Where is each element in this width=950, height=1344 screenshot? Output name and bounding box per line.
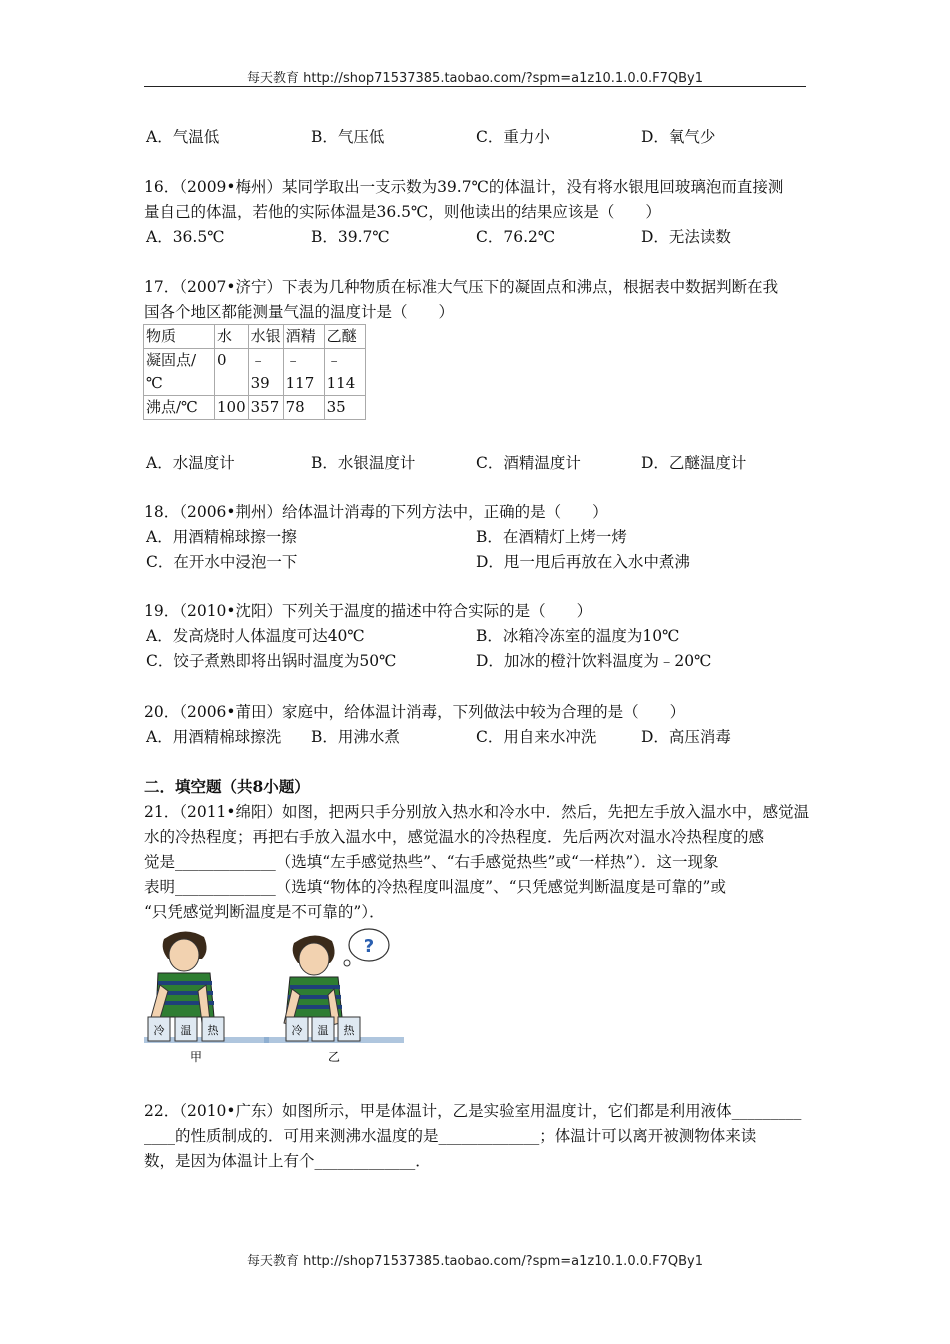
table-row — [144, 349, 366, 396]
q17-option-b: B．水银温度计 — [311, 454, 416, 472]
table-cell: ﹣117 — [283, 349, 324, 396]
table-cell: 水 — [215, 325, 249, 349]
q17-line1: 17．（2007•济宁）下表为几种物质在标准大气压下的凝固点和沸点，根据表中数据判断在我 — [144, 278, 779, 296]
q18-option-a: A．用酒精棉球擦一擦 — [146, 528, 297, 546]
q18-option-d: D．甩一甩后再放在入水中煮沸 — [476, 553, 690, 571]
figure-caption-right: 乙 — [327, 1050, 341, 1064]
beaker-label: 热 — [207, 1024, 219, 1037]
q15-option-c: C．重力小 — [476, 128, 550, 146]
q20-option-d: D．高压消毒 — [641, 728, 731, 746]
q19-line1: 19．（2010•沈阳）下列关于温度的描述中符合实际的是（ ） — [144, 602, 593, 620]
thought-bubble-dot — [344, 960, 350, 966]
table-cell: 沸点/℃ — [144, 396, 215, 420]
q19-option-b: B．冰箱冷冻室的温度为10℃ — [476, 627, 680, 645]
header-rule — [144, 86, 806, 87]
q18-option-c: C．在开水中浸泡一下 — [146, 553, 298, 571]
table-row — [144, 325, 366, 349]
section-title: 二．填空题（共8小题） — [144, 777, 310, 796]
q21-line2: 水的冷热程度；再把右手放入温水中，感觉温水的冷热程度．先后两次对温水冷热程度的感 — [144, 828, 765, 846]
q15-option-d: D．氧气少 — [641, 128, 716, 146]
table-cell — [144, 349, 215, 396]
table-cell: ﹣114 — [324, 349, 365, 396]
q16-line1: 16．（2009•梅州）某同学取出一支示数为39.7℃的体温计，没有将水银甩回玻璃泡而直接测 — [144, 178, 784, 196]
q19-option-d: D．加冰的橙汁饮料温度为﹣20℃ — [476, 652, 712, 670]
q16-option-d: D．无法读数 — [641, 228, 731, 246]
table-cell: 35 — [324, 396, 365, 420]
boy-right-illustration — [284, 935, 342, 1025]
q21-line5: “只凭感觉判断温度是不可靠的”）． — [144, 903, 385, 921]
table-row — [144, 396, 366, 420]
table-cell: 乙醚 — [324, 325, 365, 349]
q16-option-b: B．39.7℃ — [311, 228, 390, 246]
table-cell: 水银 — [248, 325, 283, 349]
q16-line2: 量自己的体温，若他的实际体温是36.5℃，则他读出的结果应该是（ ） — [144, 203, 661, 221]
q19-option-a: A．发高烧时人体温度可达40℃ — [146, 627, 365, 645]
row-label-unit: ℃ — [146, 374, 163, 392]
beaker-label: 热 — [343, 1024, 355, 1037]
q20-option-a: A．用酒精棉球擦洗 — [146, 728, 282, 746]
q15-option-b: B．气压低 — [311, 128, 385, 146]
q17-table — [143, 324, 366, 420]
beaker-label: 温 — [317, 1024, 329, 1037]
q21-line1: 21．（2011•绵阳）如图，把两只手分别放入热水和冷水中．然后，先把左手放入温水中，感觉温 — [144, 803, 810, 821]
table-cell: 357 — [248, 396, 283, 420]
q21-figure — [144, 925, 404, 1067]
q22-line2: ____的性质制成的．可用来测沸水温度的是_____________；体温计可以离开被测物体来读 — [144, 1127, 757, 1145]
question-mark: ? — [363, 936, 375, 957]
q20-option-b: B．用沸水煮 — [311, 728, 400, 746]
figure-caption-left: 甲 — [189, 1050, 203, 1064]
table-cell: 酒精 — [283, 325, 324, 349]
q22-line3: 数，是因为体温计上有个_____________． — [144, 1152, 431, 1170]
beaker-label: 温 — [180, 1024, 192, 1037]
q17-option-a: A．水温度计 — [146, 454, 235, 472]
table-cell: 78 — [283, 396, 324, 420]
table-cell: 100 — [215, 396, 249, 420]
q17-option-c: C．酒精温度计 — [476, 454, 581, 472]
table-cell: ﹣39 — [248, 349, 283, 396]
q21-line4: 表明_____________（选填“物体的冷热程度叫温度”、“只凭感觉判断温度是可靠的”或 — [144, 878, 726, 896]
q18-option-b: B．在酒精灯上烤一烤 — [476, 528, 627, 546]
q20-option-c: C．用自来水冲洗 — [476, 728, 597, 746]
q22-line1: 22．（2010•广东）如图所示，甲是体温计，乙是实验室用温度计，它们都是利用液体_________ — [144, 1102, 802, 1120]
q21-line3: 觉是_____________（选填“左手感觉热些”、“右手感觉热些”或“一样热”）．这一现象 — [144, 853, 719, 871]
table-cell: 0 — [215, 349, 249, 396]
q16-option-a: A．36.5℃ — [146, 228, 225, 246]
q16-option-c: C．76.2℃ — [476, 228, 556, 246]
q17-option-d: D．乙醚温度计 — [641, 454, 747, 472]
q19-option-c: C．饺子煮熟即将出锅时温度为50℃ — [146, 652, 397, 670]
page-header: 每天教育 http://shop71537385.taobao.com/?spm=a1z10.1.0.0.F7QBy1 — [246, 71, 703, 86]
q15-option-a: A．气温低 — [146, 128, 220, 146]
beaker-label: 冷 — [291, 1024, 303, 1037]
q20-line1: 20．（2006•莆田）家庭中，给体温计消毒，下列做法中较为合理的是（ ） — [144, 703, 686, 721]
row-label: 凝固点/ — [146, 351, 197, 369]
q18-line1: 18．（2006•荆州）给体温计消毒的下列方法中，正确的是（ ） — [144, 503, 608, 521]
beaker-label: 冷 — [153, 1024, 165, 1037]
table-cell: 物质 — [144, 325, 215, 349]
page-footer: 每天教育 http://shop71537385.taobao.com/?spm=a1z10.1.0.0.F7QBy1 — [246, 1254, 703, 1269]
q17-line2: 国各个地区都能测量气温的温度计是（ ） — [144, 303, 455, 321]
